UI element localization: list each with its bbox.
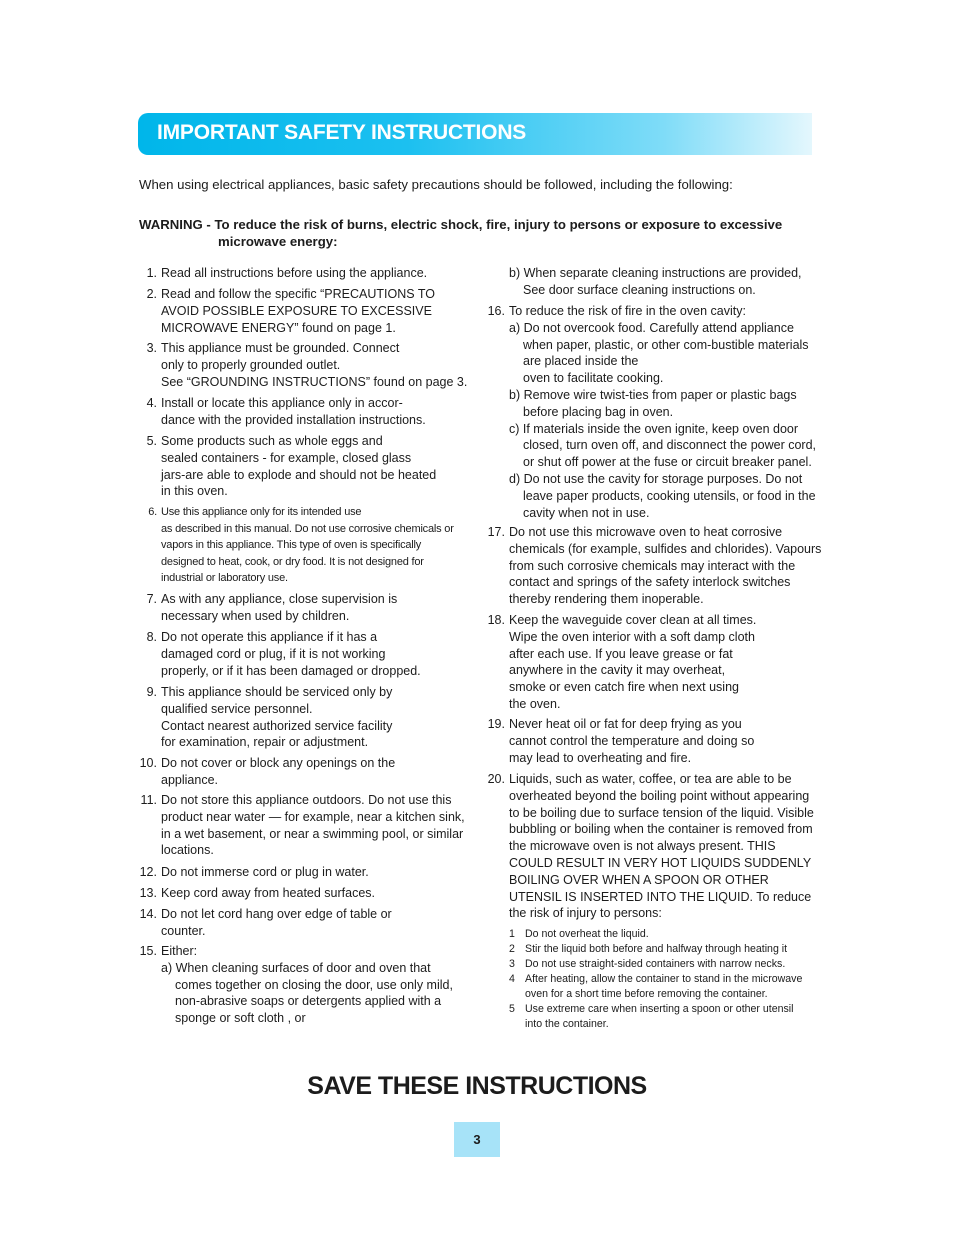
page-number: 3 [454,1122,500,1157]
warning-line-2: microwave energy: [218,234,338,249]
header-banner [138,113,812,155]
warning-block [139,216,819,250]
warning-line-1: WARNING - To reduce the risk of burns, electric shock, fire, injury to persons or exposure to excessive [139,217,783,232]
save-instructions-heading: SAVE THESE INSTRUCTIONS [307,1072,647,1100]
intro-text: When using electrical appliances, basic safety precautions should be followed, including the following: [139,177,733,192]
page-title: IMPORTANT SAFETY INSTRUCTIONS [157,121,527,144]
